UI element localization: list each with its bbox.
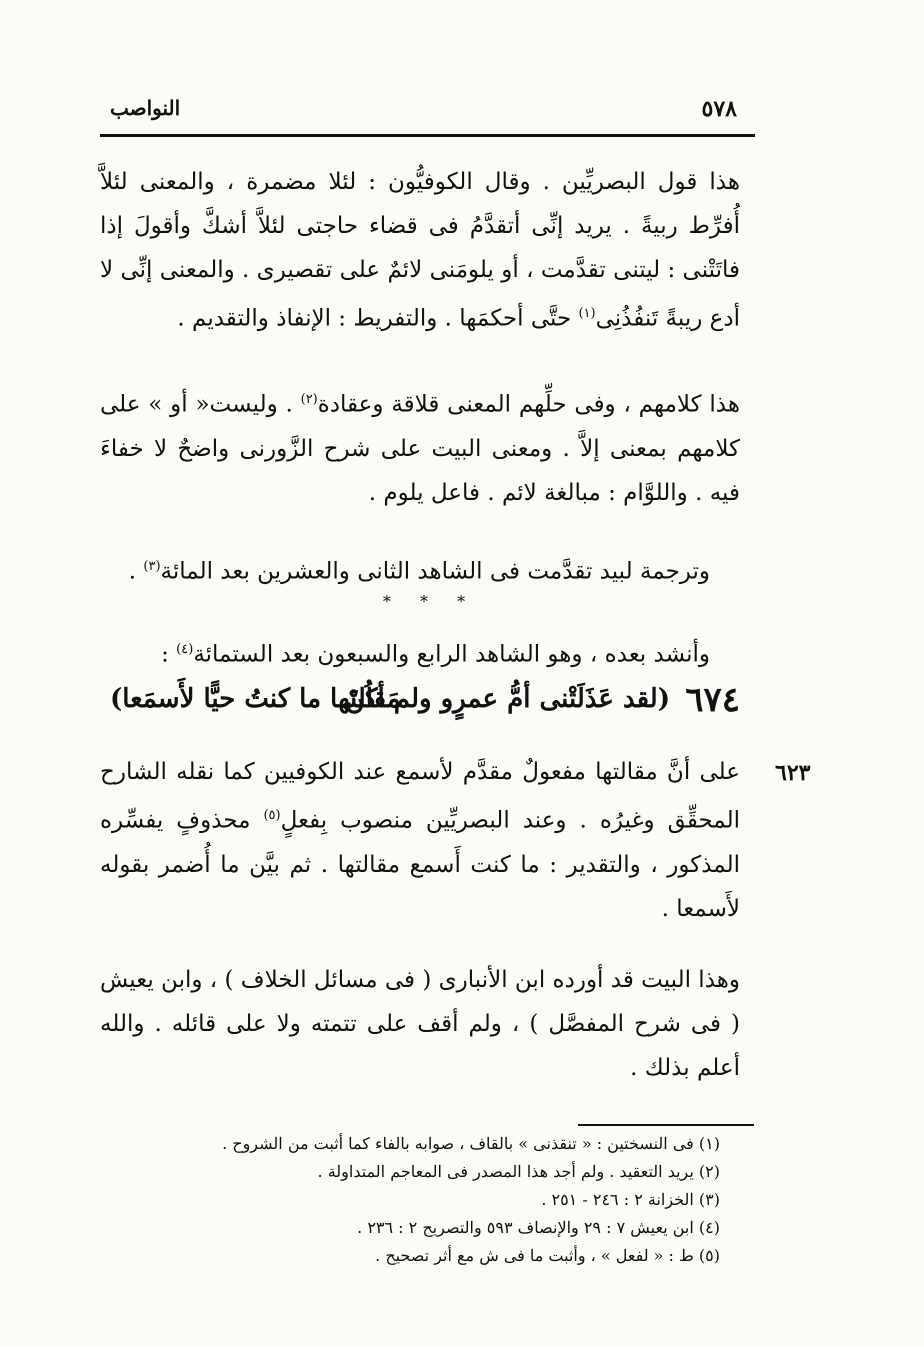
footnote-3: (٣) الخزانة ٢ : ٢٤٦ - ٢٥١ .	[541, 1190, 720, 1209]
header-rule	[100, 134, 755, 137]
section-separator: * * *	[382, 592, 478, 611]
paragraph-6-text: وهذا البيت قد أورده ابن الأنبارى ( فى مسائل الخلاف ) ، وابن يعيش ( فى شرح المفصَّل ) ، ولم أقف على تتمته ولا على قائله . والله أعلم بذلك .	[99, 967, 740, 1081]
paragraph-3-end: .	[128, 558, 144, 585]
paragraph-4-end: :	[161, 641, 177, 668]
page-number: ٥٧٨	[701, 96, 737, 122]
paragraph-1-end: حتَّى أحكمَها . والتفريط : الإنفاذ والتقديم .	[177, 305, 579, 332]
paragraph-2	[100, 378, 740, 515]
verse-hemistich-1: (لقد عَذَلَتْنى أمُّ عمرٍو ولم أكُنْ	[345, 684, 670, 714]
footnote-ref-4[interactable]: (٤)	[176, 642, 194, 657]
footnote-ref-3[interactable]: (٣)	[143, 559, 161, 574]
footnote-ref-1[interactable]: (١)	[578, 306, 596, 321]
paragraph-4-text: وأنشد بعده ، وهو الشاهد الرابع والسبعون بعد الستمائة	[193, 641, 710, 668]
paragraph-1	[100, 160, 740, 341]
paragraph-4	[100, 628, 710, 677]
footnotes	[200, 1130, 720, 1270]
paragraph-5	[100, 750, 740, 931]
running-title: النواصب	[110, 96, 181, 120]
page-header	[100, 96, 755, 132]
footnote-2: (٢) يريد التعقيد . ولم أجد هذا المصدر فى المعاجم المتداولة .	[317, 1162, 720, 1181]
verse-hemistich-2: مَقالتَها ما كنتُ حيًّا لأَسمَعا)	[110, 684, 401, 714]
footnote-1: (١) فى النسختين : « تنقذنى » بالقاف ، صوابه بالفاء كما أثبت من الشروح .	[222, 1134, 720, 1153]
verse-line	[100, 680, 740, 730]
footnote-5: (٥) ط : « لفعل » ، وأثبت ما فى ش مع أثر تصحيح .	[375, 1246, 720, 1265]
footnote-ref-5[interactable]: (٥)	[263, 808, 281, 823]
paragraph-5-end: محذوفٍ يفسِّره المذكور ، والتقدير : ما كنت أَسمع مقالتها . ثم بيَّن ما أُضمر بقوله لأَسمعا .	[100, 807, 740, 922]
paragraph-3-text: وترجمة لبيد تقدَّمت فى الشاهد الثانى والعشرين بعد المائة	[160, 558, 710, 585]
paragraph-1-text: هذا قول البصريِّين . وقال الكوفيُّون : لئلا مضمرة ، والمعنى لئلاَّ أُفرِّط ربيةً . يريد إنِّى أتقدَّمُ فى قضاء حاجتى لئلاَّ أشكَّ وأقولَ إذا فاتَتْنى : ليتنى تقدَّمت ، أو يلومَنى لائمٌ على تقصيرى . والمعنى إنِّى لا أدع ريبةً تَنفُذُنِى	[100, 169, 740, 332]
paragraph-2-end: . وليست« أو » على كلامهم بمعنى إلاَّ . ومعنى البيت على شرح الزَّورنى واضحٌ لا خفاءَ فيه . واللوَّام : مبالغة لائم . فاعل يلوم .	[100, 391, 740, 506]
footnote-rule	[578, 1124, 754, 1126]
verse-number: ٦٧٤	[685, 680, 740, 720]
footnote-4: (٤) ابن يعيش ٧ : ٢٩ والإنصاف ٥٩٣ والتصريح ٢ : ٢٣٦ .	[357, 1218, 720, 1237]
margin-reference-number: ٦٢٣	[775, 760, 811, 786]
footnote-ref-2[interactable]: (٢)	[300, 392, 318, 407]
paragraph-2-start: هذا كلامهم ، وفى حلِّهم المعنى قلاقة وعقادة	[317, 391, 740, 418]
paragraph-3	[100, 545, 710, 594]
paragraph-5-start: على أنَّ مقالتها مفعولٌ مقدَّم لأسمع عند الكوفيين كما نقله الشارح المحقِّق وغيرُه . وعند البصريِّين منصوب بِفعلٍ	[100, 759, 740, 834]
paragraph-6	[100, 958, 740, 1090]
